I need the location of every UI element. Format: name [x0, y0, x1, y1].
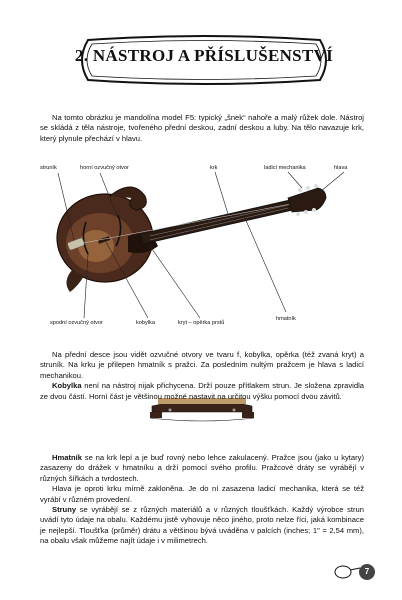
- label-ladici-mechanika: ladicí mechanika: [264, 165, 306, 171]
- paragraph-strings: [40, 505, 364, 547]
- intro-text: Na tomto obrázku je mandolína model F5: typický „šnek“ nahoře a malý růžek dole. Nástroj se skládá z těla nástroje, tvořeného přední deskou, zadní deskou a luby. Na tělo navazuje krk, který plynule přechází v hlavu.: [40, 113, 364, 143]
- page-number: 7: [359, 564, 375, 580]
- footer-mandolin-icon: [335, 566, 360, 578]
- label-hlava: hlava: [334, 165, 348, 171]
- paragraph-strings-text: se vyrábějí se z různých materiálů a v různých tloušťkách. Každý výrobce strun uvádí tyto údaje na obalu. Každému jistě vyhovuje něco jiného, proto nelze říci, jaká kombinace je nejlepší. Tloušťka (průměr) drátu a většinou bývá uváděna v palcích (inches; 1" = 2,54 mm), na obalu však můžeme najít údaje i v milimetrech.: [40, 505, 364, 546]
- term-hmatnik: Hmatník: [52, 453, 82, 462]
- body-section-2: [40, 453, 364, 547]
- leader-ladici-mechanika: [288, 172, 302, 188]
- chapter-title: 2. NÁSTROJ A PŘÍSLUŠENSTVÍ: [74, 46, 334, 65]
- leader-kryt: [150, 246, 200, 318]
- body-section-1: [40, 350, 364, 402]
- paragraph-fretboard: [40, 453, 364, 484]
- label-hmatnik: hmatník: [276, 316, 296, 322]
- leader-krk: [215, 172, 228, 214]
- leader-hlava: [320, 172, 344, 192]
- paragraph-bridge-text: není na nástroj nijak přichycena. Drží pouze přítlakem strun. Je složena zpravidla ze dvou částí. Horní část je většinou možné nastavit na určitou výšku pomocí dvou závitů.: [40, 381, 364, 401]
- label-spodni-otvor: spodní ozvučný otvor: [50, 320, 103, 326]
- paragraph-fretboard-text: se na krk lepí a je buď rovný nebo lehce zakulacený. Pražce jsou (jako u kytary) zasazeny do drážek v hmatníku a drží pomocí svého profilu. Pražcové dráty se vyrábějí v různých šířkách a tvrdostech.: [40, 453, 364, 483]
- label-strunik: struník: [40, 165, 57, 171]
- label-kryt-operka: kryt – opěrka prstů: [178, 320, 225, 326]
- term-kobylka: Kobylka: [52, 381, 82, 391]
- paragraph-front-board: Na přední desce jsou vidět ozvučné otvory ve tvaru f, kobylka, opěrka (též zvaná kryt) a struník. Na krku je přilepen hmatník s pražci. Za posledním nultým pražcem je hlava s ladicí mechanikou.: [40, 350, 364, 380]
- label-kobylka: kobylka: [136, 320, 155, 326]
- leader-hmatnik: [244, 216, 286, 312]
- mandolin-neck: [140, 200, 293, 244]
- term-struny: Struny: [52, 505, 77, 515]
- label-krk: krk: [210, 165, 218, 171]
- paragraph-headstock: Hlava je oproti krku mírně zakloněna. Je do ní zasazena ladicí mechanika, která se též vyrábí v různém provedení.: [40, 484, 364, 504]
- label-horni-otvor: horní ozvučný otvor: [80, 165, 129, 171]
- mandolin-headstock: [288, 184, 326, 216]
- paragraph-bridge: [40, 381, 364, 402]
